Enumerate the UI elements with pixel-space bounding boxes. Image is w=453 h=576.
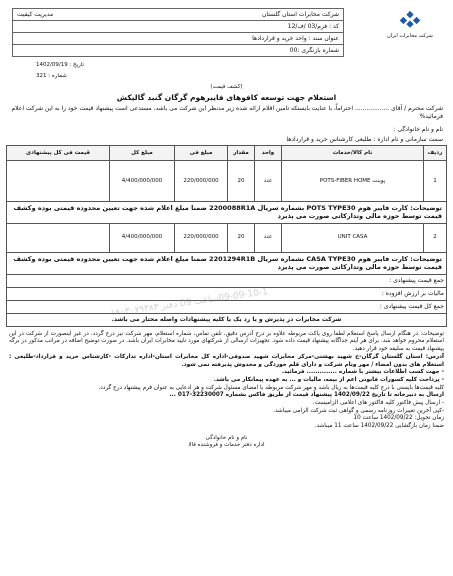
- intro-text: شرکت محترم / آقای .................. احتراماً، با عنایت بایستکه تامین اقلام ارائه شده زیر مدنظر این شرکت می باشد، مستدعی است پیشنهاد قیمت خود را به این شرکت اعلام فرمائید%: [11, 105, 443, 120]
- acceptance-row: [7, 313, 447, 326]
- note-item: آدرس: استان گلستان گرگان-خ شهید بهشتی-مرکز مخابرات شهید صدوقی-اداره کل مخابرات استان-اداره تدارکات -کارشناس خرید و قرارداد-طلیعی : استعلام های بدون امضاء / مهر ونام شرکت و دارای قلم خوردگی و مخدوش پذیرفته نمی شود.: [9, 353, 444, 368]
- footer: [6, 435, 447, 449]
- description-row: [7, 202, 447, 224]
- sum-row: [7, 274, 447, 287]
- col-header: ردیف: [424, 146, 447, 161]
- item-description: توضیحات: کارت فایبر هوم POTS TYPE30 بشماره سریال 2200088R1A ضمنا مبلغ اعلام شده جهت تعیین محدوده قیمتی بوده وکشف قیمت توسط حوزه مالی وتدارکاتی صورت می پذیرد: [7, 202, 447, 224]
- item-name: UNIT CASA: [282, 223, 424, 252]
- col-header: واحد: [255, 146, 282, 161]
- col-header: قیمت فی کل پیشنهادی: [7, 146, 110, 161]
- company-name: شرکت مخابرات استان گلستان: [262, 10, 339, 18]
- note-item: ضمنا زمان بازگشایی 1402/09/22 ساعت 11 میباشد.: [314, 423, 444, 429]
- form-title: عنوان سند : واحد خرید و قراردادها: [252, 34, 339, 42]
- note-item: - پرداخت کلیه کسورات قانونی اعم از بیمه، مالیات و ... به عهده پیمانکار می باشد.: [213, 376, 444, 383]
- note-item: زمان تحویل: 1402/09/22 ساعت 10: [353, 415, 444, 422]
- note-item: کلیه قیمت‌ها بایستی با درج کلیه قیمت‌ها به ریال باشد و مهر شرکت مربوطه با امضای مسئول شرکت و هر ادعایی به عنوان فرم پیشنهاد درج گردد.: [98, 384, 444, 391]
- item-qty: 20: [228, 161, 255, 202]
- item-total: 4/400/000/000: [110, 161, 175, 202]
- table-row: [7, 223, 447, 252]
- date-number-block: [6, 62, 447, 80]
- item-unit-price: 220/000/000: [175, 223, 228, 252]
- form-code: کد : فرم/03 /ف/12: [287, 22, 339, 30]
- notes-section: [6, 331, 447, 431]
- subtitle: (کشف قیمت): [210, 83, 243, 90]
- note-item: توضیحات: در هنگام ارسال پاسخ استعلام لطفا روی پاکت مربوطه علاوه بر درج آدرس دقیق، تلفن تماس، شماره استعلام، مهر شرکت نیز درج گردد. در غیر اینصورت از شرکت در این استعلام محروم خواهد شد. برای هر آیتم جداگانه پیشنهاد قیمت داده شود. تجهیزات ارسالی از شرکتهای مورد تایید مخابرات ایران باشد. در صورت توضیح اضافه در مراتب مذکور در برگه پیشنهاد قیمت به سلیقه خود قرار دهید.: [9, 330, 444, 353]
- requester-name: نام و نام خانوادگی :: [393, 126, 443, 133]
- company-logo: [379, 8, 441, 39]
- note-item: - جهت کسب اطلاعات بیشتر با شماره .............. فرمائید.: [281, 369, 444, 376]
- logo-text: شرکت مخابرات ایران: [387, 32, 433, 39]
- table-header-row: [7, 146, 447, 161]
- header-box: [12, 8, 344, 57]
- number-label: شماره :: [48, 72, 67, 79]
- sum-offer: جمع قیمت پیشنهادی :: [7, 274, 447, 287]
- date-value: 1402/09/19: [36, 62, 68, 68]
- number-value: 321: [36, 72, 47, 79]
- item-unit: عدد: [255, 223, 282, 252]
- telecom-logo-icon: [399, 8, 421, 30]
- note-item: -کپی آخرین تغییرات روزنامه رسمی و گواهی ثبت شرکت الزامی میباشد.: [273, 407, 444, 414]
- offer-cell[interactable]: [7, 223, 110, 252]
- note-item: ارسال به دبیرخانه تا تاریخ 1402/09/22 پیشنهاد قیمت از طریق فاکس بشماره 32230007-017 ...: [169, 392, 444, 399]
- col-header: نام کالا/خدمات: [282, 146, 424, 161]
- item-name: پوینت POTS-FIBER HOME: [282, 161, 424, 202]
- date-label: تاریخ :: [69, 62, 84, 68]
- requester-unit: سمت سازمانی و نام اداره : طلیعی کارشناس خرید و قراردادها: [286, 135, 443, 143]
- footer-name-label: نام و نام خانوادگی: [205, 434, 248, 441]
- watermark: 09-09-10-1ساعت 09 دفتر ۱۹۰۳۰۷۹۴۸۳: [109, 287, 269, 320]
- col-header: مبلغ کل: [110, 146, 175, 161]
- acceptance-note: شرکت مخابرات در پذیرش و یا رد یک یا کلیه پیشنهادات واصله مختار می باشد.: [7, 313, 447, 326]
- table-row: [7, 161, 447, 202]
- document-title: استعلام جهت توسعه کافوهای فایبرهوم گرگان گنبد گالیکش: [116, 92, 337, 102]
- row-number: 2: [424, 223, 447, 252]
- item-unit-price: 220/000/000: [175, 161, 228, 202]
- vat: مالیات بر ارزش افزوده :: [7, 287, 447, 300]
- note-item: - ارسال پیش فاکتور کلیه فاکتور های اعلامی الزامیست.: [312, 399, 444, 406]
- classification: مدیریت کیفیت: [17, 10, 54, 18]
- col-header: مبلغ فی: [175, 146, 228, 161]
- item-qty: 20: [228, 223, 255, 252]
- description-row: [7, 252, 447, 274]
- item-description: توضیحات: کارت فایبر هوم CASA TYPE30 بشماره سریال 2201294R1B ضمنا مبلغ اعلام شده جهت تعیین محدوده قیمتی بوده وکشف قیمت توسط حوزه مالی وتدارکاتی صورت می پذیرد: [7, 252, 447, 274]
- document-header: [6, 4, 447, 60]
- col-header: مقدار: [228, 146, 255, 161]
- revision: شماره بازنگری :00: [289, 46, 339, 54]
- footer-unit-label: اداره دفتر خدمات و فروشنده فالا: [188, 441, 265, 448]
- row-number: 1: [424, 161, 447, 202]
- item-total: 4/400/000/000: [110, 223, 175, 252]
- item-unit: عدد: [255, 161, 282, 202]
- offer-cell[interactable]: [7, 161, 110, 202]
- sum-total: جمع کل قیمت پیشنهادی :: [7, 300, 447, 313]
